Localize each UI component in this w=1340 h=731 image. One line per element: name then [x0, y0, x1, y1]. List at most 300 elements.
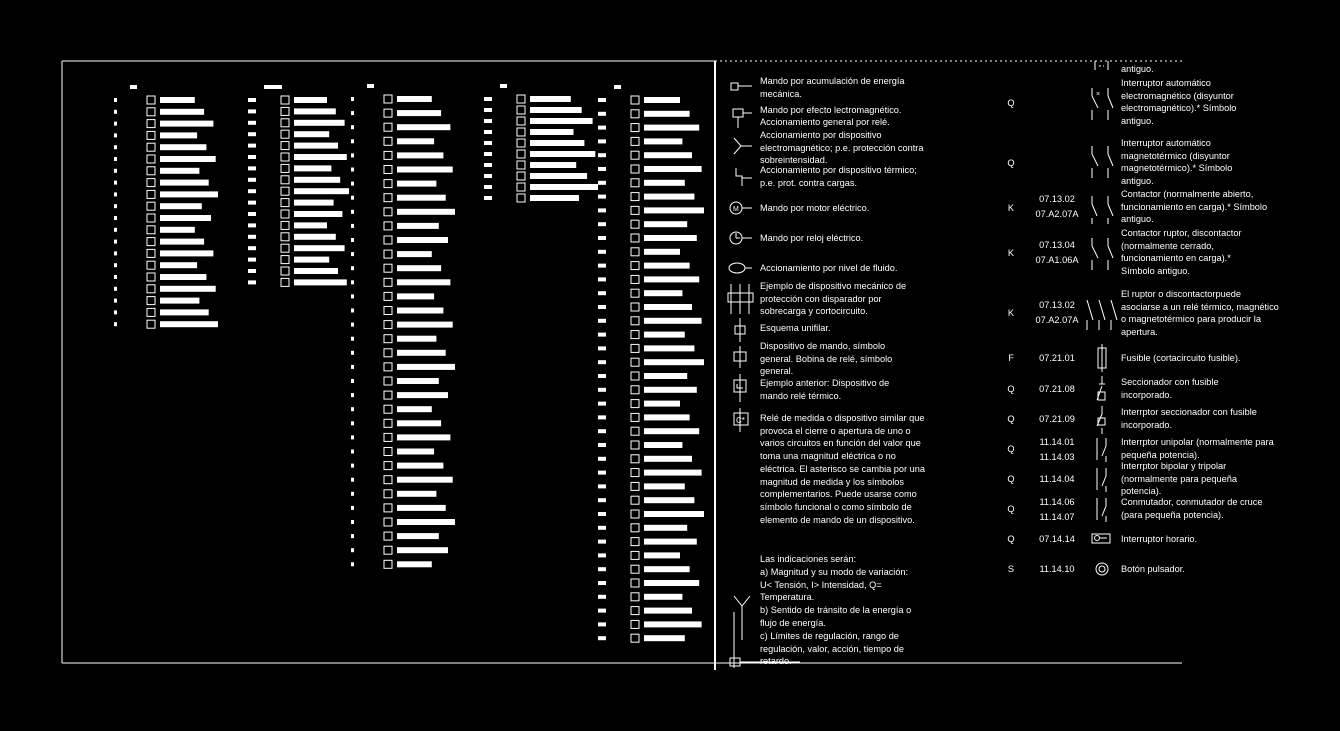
- symbol-mark: [517, 128, 525, 136]
- row-code-mark: [114, 251, 117, 255]
- row-code-mark: [598, 222, 606, 226]
- row-letter: K: [1007, 248, 1015, 258]
- symbol-mark: [631, 634, 639, 642]
- description-bar: [294, 222, 327, 228]
- symbol-mark: [384, 363, 392, 371]
- symbol-mark: [384, 278, 392, 286]
- description-bar: [397, 406, 432, 412]
- description-bar: [530, 151, 595, 157]
- symbol-mark: [631, 137, 639, 145]
- symbol-mark: [631, 441, 639, 449]
- row-code-mark: [248, 246, 256, 250]
- row-code-mark: [114, 275, 117, 279]
- row-code-mark: [114, 299, 117, 303]
- electromagnetic-device-icon: [734, 138, 752, 154]
- row-letter: Q: [1007, 414, 1015, 424]
- contactor-icon: [1092, 196, 1113, 224]
- description-bar: [644, 318, 702, 324]
- description-bar: [530, 195, 579, 201]
- measuring-relay-icon: [734, 408, 748, 432]
- column-header-mark: [614, 85, 621, 89]
- ruptor-three-pole-icon: [1087, 300, 1117, 330]
- row-code-mark: [598, 98, 606, 102]
- row-code-mark: [351, 97, 354, 101]
- description-bar: [294, 200, 334, 206]
- entry-relay-coil: Dispositivo de mando, símbolo general. Bobina de relé, símbolo general.: [760, 341, 893, 377]
- description-bar: [644, 290, 682, 296]
- row-code-mark: [598, 291, 606, 295]
- column-header-mark: [130, 85, 137, 89]
- column-header-mark: [367, 84, 374, 88]
- row-code-mark: [351, 196, 354, 200]
- entry-clock: Mando por reloj eléctrico.: [760, 233, 864, 243]
- row-code: 07.14.14: [1039, 534, 1075, 544]
- row-code-mark: [484, 196, 492, 200]
- symbol-mark: [281, 278, 289, 286]
- symbol-mark: [384, 419, 392, 427]
- row-code-mark: [114, 157, 117, 161]
- row-code-mark: [598, 319, 606, 323]
- symbol-mark: [147, 261, 155, 269]
- description-bar: [397, 279, 450, 285]
- symbol-mark: [631, 579, 639, 587]
- row-letter: Q: [1007, 384, 1015, 394]
- symbol-mark: [631, 262, 639, 270]
- row-description: Interruptor automático magnetotérmico (disyuntor magnetotérmico).* Símbolo antiguo.: [1121, 138, 1233, 187]
- row-code: 11.14.04: [1039, 474, 1075, 484]
- row-description: El ruptor o discontactorpuede asociarse a un relé térmico, magnético o magnetotérmico para producir la apertura.: [1121, 289, 1279, 338]
- symbol-mark: [384, 462, 392, 470]
- row-code-mark: [114, 122, 117, 126]
- row-code-mark: [114, 133, 117, 137]
- symbol-mark: [384, 236, 392, 244]
- right-symbols: [1087, 61, 1117, 575]
- row-code-mark: [598, 581, 606, 585]
- description-bar: [294, 188, 349, 194]
- symbol-mark: [281, 153, 289, 161]
- row-code-mark: [114, 216, 117, 220]
- description-bar: [160, 309, 209, 315]
- symbol-mark: [384, 391, 392, 399]
- symbol-mark: [631, 620, 639, 628]
- symbol-mark: [384, 180, 392, 188]
- description-bar: [397, 378, 439, 384]
- row-code-mark: [248, 178, 256, 182]
- symbol-mark: [631, 565, 639, 573]
- symbol-mark: [631, 455, 639, 463]
- symbol-mark: [631, 496, 639, 504]
- symbol-mark: [147, 320, 155, 328]
- row-code-mark: [114, 204, 117, 208]
- symbol-mark: [281, 107, 289, 115]
- description-bar: [160, 121, 213, 127]
- symbol-mark: [147, 143, 155, 151]
- description-bar: [397, 533, 439, 539]
- symbol-mark: [147, 297, 155, 305]
- entry-indication-c: c) Límites de regulación, rango de regulación, valor, acción, tiempo de retardo.: [760, 631, 905, 667]
- description-bar: [294, 97, 327, 103]
- description-bar: [160, 250, 213, 256]
- push-button-icon: [1096, 563, 1108, 575]
- symbol-mark: [384, 504, 392, 512]
- description-bar: [530, 118, 593, 124]
- symbol-mark: [631, 372, 639, 380]
- symbol-mark: [631, 206, 639, 214]
- description-bar: [397, 364, 455, 370]
- symbol-mark: [384, 109, 392, 117]
- description-bar: [644, 111, 690, 117]
- breaker-antique-top-icon: [1095, 61, 1108, 70]
- changeover-switch-icon: [1097, 498, 1106, 522]
- symbol-mark: [384, 123, 392, 131]
- entry-thermal-device: Accionamiento por dispositivo térmico; p.e. prot. contra cargas.: [760, 165, 917, 188]
- row-code-mark: [484, 108, 492, 112]
- row-code-mark: [248, 98, 256, 102]
- symbol-mark: [631, 593, 639, 601]
- row-code-mark: [351, 548, 354, 552]
- row-code-mark: [351, 365, 354, 369]
- row-code-mark: [598, 346, 606, 350]
- description-bar: [160, 144, 206, 150]
- description-bar: [644, 194, 694, 200]
- row-code-mark: [598, 126, 606, 130]
- description-bar: [397, 350, 446, 356]
- symbol-mark: [281, 210, 289, 218]
- symbol-mark: [631, 331, 639, 339]
- description-bar: [160, 227, 195, 233]
- symbol-mark: [147, 202, 155, 210]
- fluid-level-icon: [729, 263, 752, 273]
- description-bar: [530, 96, 571, 102]
- bipolar-switch-icon: [1097, 468, 1106, 492]
- row-code-mark: [351, 562, 354, 566]
- row-code-mark: [114, 145, 117, 149]
- symbol-mark: [147, 214, 155, 222]
- row-code-mark: [114, 310, 117, 314]
- symbol-mark: [147, 155, 155, 163]
- description-bar: [397, 138, 434, 144]
- description-bar: [644, 180, 685, 186]
- row-code-mark: [598, 333, 606, 337]
- row-code-mark: [248, 223, 256, 227]
- row-code-mark: [351, 210, 354, 214]
- symbol-mark: [631, 510, 639, 518]
- row-description: Interrptor unipolar (normalmente para pequeña potencia).: [1121, 437, 1274, 460]
- row-code: 07.21.01: [1039, 353, 1075, 363]
- row-code-mark: [114, 263, 117, 267]
- symbol-mark: [631, 110, 639, 118]
- entry-indication-b: b) Sentido de tránsito de la energía o flujo de energía.: [760, 605, 912, 628]
- description-bar: [397, 561, 432, 567]
- row-code-mark: [598, 374, 606, 378]
- row-code-mark: [114, 181, 117, 185]
- symbol-mark: [384, 349, 392, 357]
- symbol-mark: [631, 179, 639, 187]
- symbol-mark: [384, 222, 392, 230]
- row-code-mark: [351, 139, 354, 143]
- description-bar: [644, 414, 690, 420]
- symbol-mark: [631, 427, 639, 435]
- column-header-mark: [264, 85, 282, 89]
- unipolar-switch-icon: [1097, 438, 1106, 462]
- row-code-mark: [484, 97, 492, 101]
- symbol-mark: [631, 248, 639, 256]
- row-code: 07.21.08: [1039, 384, 1075, 394]
- symbol-mark: [631, 275, 639, 283]
- row-code-mark: [351, 224, 354, 228]
- description-bar: [644, 345, 694, 351]
- row-code-mark: [248, 144, 256, 148]
- symbol-mark: [631, 413, 639, 421]
- row-code-mark: [114, 110, 117, 114]
- row-code-mark: [484, 141, 492, 145]
- symbol-mark: [631, 234, 639, 242]
- description-bar: [644, 580, 699, 586]
- description-bar: [397, 195, 446, 201]
- description-bar: [397, 308, 443, 314]
- entry-energy-accumulation: Mando por acumulación de energía mecánica.: [760, 76, 905, 99]
- row-code-mark: [351, 478, 354, 482]
- row-letter: K: [1007, 203, 1015, 213]
- description-bar: [397, 505, 446, 511]
- row-code: 07.13.02: [1039, 300, 1075, 310]
- row-code: 11.14.07: [1039, 512, 1075, 522]
- row-description: Interruptor horario.: [1121, 534, 1198, 544]
- description-bar: [160, 156, 216, 162]
- row-code-mark: [484, 119, 492, 123]
- row-code-mark: [351, 294, 354, 298]
- description-bar: [160, 298, 199, 304]
- description-bar: [397, 547, 448, 553]
- row-code-mark: [598, 526, 606, 530]
- symbol-mark: [147, 273, 155, 281]
- description-bar: [397, 420, 441, 426]
- row-letter: Q: [1007, 158, 1015, 168]
- row-code-mark: [598, 540, 606, 544]
- thermal-device-icon: [736, 168, 752, 186]
- description-bar: [397, 167, 453, 173]
- symbol-mark: [147, 179, 155, 187]
- row-code-mark: [598, 429, 606, 433]
- description-bar: [530, 140, 584, 146]
- symbol-mark: [147, 249, 155, 257]
- row-code-mark: [351, 266, 354, 270]
- row-letter: Q: [1007, 534, 1015, 544]
- symbol-mark: [631, 96, 639, 104]
- row-code-mark: [598, 553, 606, 557]
- entry-fluid-level: Accionamiento por nivel de fluido.: [760, 263, 898, 273]
- symbol-mark: [147, 308, 155, 316]
- description-bar: [294, 143, 338, 149]
- description-bar: [397, 477, 453, 483]
- description-bar: [644, 470, 702, 476]
- description-bar: [397, 209, 455, 215]
- description-bar: [644, 207, 704, 213]
- row-code-mark: [598, 236, 606, 240]
- row-description: Interrptor seccionador con fusible incorporado.: [1121, 407, 1257, 430]
- row-code: 11.14.03: [1039, 452, 1075, 462]
- symbol-mark: [631, 344, 639, 352]
- row-letter: K: [1007, 308, 1015, 318]
- description-bar: [644, 373, 687, 379]
- symbol-mark: [281, 244, 289, 252]
- description-bar: [294, 120, 345, 126]
- clock-icon: [730, 232, 752, 244]
- fuse-disconnector-icon: [1097, 376, 1105, 400]
- row-code: 11.14.10: [1039, 564, 1075, 574]
- description-bar: [160, 97, 195, 103]
- symbol-mark: [517, 161, 525, 169]
- row-code-mark: [598, 360, 606, 364]
- electromagnetic-effect-icon: [733, 109, 752, 128]
- description-bar: [160, 321, 218, 327]
- symbol-mark: [384, 292, 392, 300]
- row-code-mark: [484, 174, 492, 178]
- description-bar: [397, 519, 455, 525]
- row-code-mark: [484, 185, 492, 189]
- row-code-mark: [598, 415, 606, 419]
- symbol-mark: [281, 187, 289, 195]
- row-code-mark: [598, 167, 606, 171]
- description-bar: [294, 268, 338, 274]
- description-bar: [397, 223, 439, 229]
- row-letter: F: [1008, 353, 1014, 363]
- description-bar: [644, 621, 702, 627]
- symbol-mark: [384, 307, 392, 315]
- row-letter: Q: [1007, 504, 1015, 514]
- entry-protection-device: Ejemplo de dispositivo mecánico de protección con disparador por sobrecarga y cortocircuito.: [760, 281, 907, 317]
- row-code-mark: [484, 152, 492, 156]
- description-bar: [644, 235, 697, 241]
- row-code-mark: [351, 168, 354, 172]
- row-code-mark: [351, 111, 354, 115]
- entry-indication-a: a) Magnitud y su modo de variación: U< Tensión, I> Intensidad, Q= Temperatura.: [760, 567, 909, 603]
- symbol-mark: [384, 532, 392, 540]
- symbol-mark: [281, 221, 289, 229]
- row-code-mark: [598, 636, 606, 640]
- row-code-mark: [248, 201, 256, 205]
- symbol-mark: [384, 335, 392, 343]
- row-code-mark: [598, 139, 606, 143]
- row-code-mark: [351, 153, 354, 157]
- svg-text:×: ×: [1096, 91, 1101, 98]
- row-code-mark: [598, 609, 606, 613]
- description-bar: [644, 428, 699, 434]
- symbol-mark: [147, 96, 155, 104]
- row-code-mark: [351, 407, 354, 411]
- symbol-mark: [631, 551, 639, 559]
- description-bar: [397, 124, 450, 130]
- symbol-mark: [384, 264, 392, 272]
- symbol-mark: [631, 358, 639, 366]
- description-bar: [160, 132, 197, 138]
- row-description: Botón pulsador.: [1121, 564, 1185, 574]
- description-bar: [160, 109, 204, 115]
- motor-icon: [730, 202, 752, 214]
- row-description: Conmutador, conmutador de cruce (para pequeña potencia).: [1121, 497, 1263, 520]
- description-bar: [397, 265, 441, 271]
- description-bar: [294, 234, 336, 240]
- symbol-mark: [147, 226, 155, 234]
- description-bar: [644, 221, 687, 227]
- symbol-mark: [517, 95, 525, 103]
- description-bar: [160, 215, 211, 221]
- row-description: Contactor ruptor, discontactor (normalmente cerrado, funcionamiento en carga).* Símbolo antiguo.: [1121, 228, 1242, 277]
- description-bar: [294, 154, 347, 160]
- row-code-mark: [351, 351, 354, 355]
- row-code-mark: [598, 112, 606, 116]
- row-code-mark: [351, 280, 354, 284]
- symbol-mark: [631, 482, 639, 490]
- symbol-mark: [517, 172, 525, 180]
- row-code-mark: [598, 305, 606, 309]
- row-code-mark: [351, 534, 354, 538]
- fuse-icon: [1098, 344, 1106, 372]
- row-code: 07.21.09: [1039, 414, 1075, 424]
- description-bar: [294, 257, 329, 263]
- row-code-mark: [351, 506, 354, 510]
- row-code-mark: [248, 132, 256, 136]
- description-bar: [644, 483, 685, 489]
- row-description: Fusible (cortacircuito fusible).: [1121, 353, 1241, 363]
- row-code-mark: [598, 443, 606, 447]
- description-bar: [530, 162, 576, 168]
- description-bar: [294, 211, 342, 217]
- description-bar: [294, 245, 345, 251]
- entry-indications: Las indicaciones serán:: [760, 554, 857, 564]
- row-code: 07.13.02: [1039, 194, 1075, 204]
- symbol-mark: [147, 131, 155, 139]
- symbol-mark: [384, 95, 392, 103]
- row-code-mark: [114, 98, 117, 102]
- row-code: 11.14.06: [1039, 497, 1075, 507]
- description-bar: [294, 279, 347, 285]
- description-bar: [644, 539, 697, 545]
- row-code-mark: [598, 484, 606, 488]
- description-bar: [530, 184, 598, 190]
- description-bar: [294, 177, 340, 183]
- symbol-mark: [384, 208, 392, 216]
- symbol-mark: [631, 538, 639, 546]
- entry-single-line: Esquema unifilar.: [760, 323, 831, 333]
- symbol-mark: [384, 166, 392, 174]
- description-bar: [530, 107, 582, 113]
- description-bar: [644, 566, 690, 572]
- description-bar: [160, 168, 199, 174]
- description-bar: [160, 239, 204, 245]
- description-bar: [397, 110, 441, 116]
- description-bar: [644, 304, 692, 310]
- entry-electromagnetic-device: Accionamiento por dispositivo electromagnético; p.e. protección contra sobreintensidad.: [760, 130, 924, 166]
- symbol-mark: [147, 238, 155, 246]
- description-bar: [644, 152, 692, 158]
- symbol-mark: [384, 377, 392, 385]
- symbol-mark: [384, 321, 392, 329]
- row-code-mark: [598, 277, 606, 281]
- description-bar: [160, 286, 216, 292]
- description-bar: [397, 392, 448, 398]
- row-code-mark: [248, 166, 256, 170]
- row-code-mark: [351, 520, 354, 524]
- single-line-icon: [735, 318, 745, 342]
- description-bar: [644, 125, 699, 131]
- row-code-mark: [351, 435, 354, 439]
- row-code-mark: [351, 309, 354, 313]
- row-code: 11.14.01: [1039, 437, 1075, 447]
- entry-measuring-relay: Relé de medida o dispositivo similar que provoca el cierre o apertura de uno o varios circuitos en función del valor que toma una magnitud eléctrica o no eléctrica. El asterisco se cambia por una magnitud de medida y los símbolos complementarios. Puede usarse como símbolo funcional o como símbolo de elemento de mando de un dispositivo.: [760, 413, 925, 525]
- symbol-mark: [384, 476, 392, 484]
- row-code-mark: [351, 450, 354, 454]
